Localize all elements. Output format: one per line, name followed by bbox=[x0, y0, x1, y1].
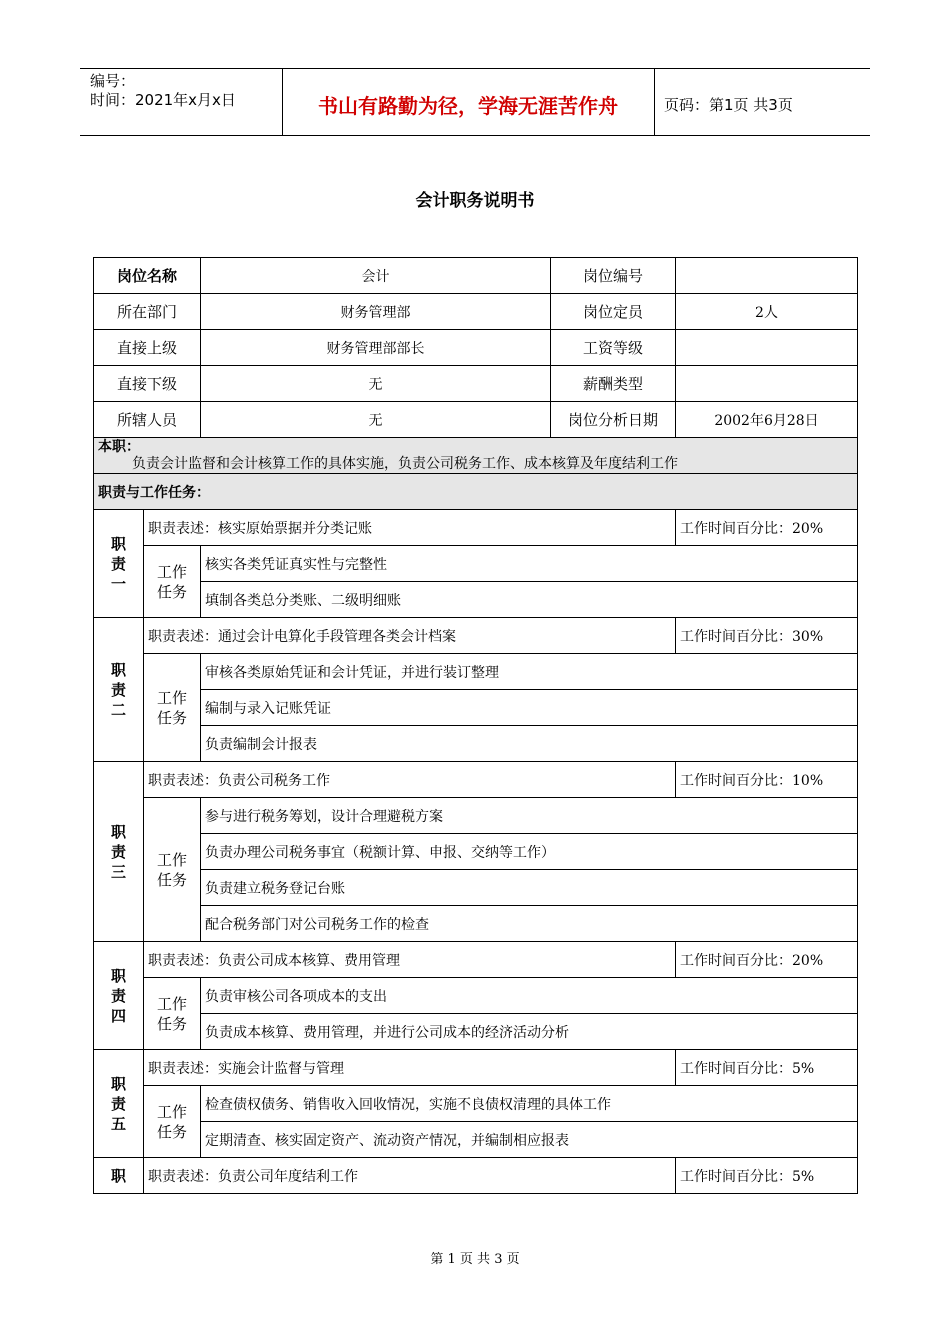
duty-label-char: 责 bbox=[110, 842, 126, 861]
duty-label-char: 职 bbox=[110, 660, 126, 679]
task-label bbox=[144, 546, 201, 618]
task-item: 负责建立税务登记台账 bbox=[201, 870, 858, 906]
info-row bbox=[94, 330, 858, 366]
task-item: 审核各类原始凭证和会计凭证，并进行装订整理 bbox=[201, 654, 858, 690]
task-row bbox=[94, 1086, 858, 1122]
duties-header-row bbox=[94, 474, 858, 510]
task-row bbox=[94, 798, 858, 834]
duty-label bbox=[94, 510, 144, 618]
header-bottom-rule bbox=[80, 135, 870, 136]
info-row bbox=[94, 294, 858, 330]
info-label: 直接下级 bbox=[94, 366, 201, 402]
info-value: 无 bbox=[201, 402, 551, 438]
task-label-line: 工作 bbox=[157, 994, 188, 1013]
duty-label-char: 三 bbox=[110, 862, 126, 881]
duty-statement: 职责表述：实施会计监督与管理 bbox=[144, 1050, 676, 1086]
duty-time-percent: 工作时间百分比：5% bbox=[676, 1050, 858, 1086]
task-row bbox=[94, 726, 858, 762]
task-label-line: 任务 bbox=[157, 1014, 188, 1033]
duty-label-char: 责 bbox=[110, 1094, 126, 1113]
task-item: 负责成本核算、费用管理，并进行公司成本的经济活动分析 bbox=[201, 1014, 858, 1050]
info-label: 直接上级 bbox=[94, 330, 201, 366]
info-label: 所辖人员 bbox=[94, 402, 201, 438]
info-label: 所在部门 bbox=[94, 294, 201, 330]
main-duty-cell bbox=[94, 438, 858, 474]
task-item: 负责办理公司税务事宜（税额计算、申报、交纳等工作） bbox=[201, 834, 858, 870]
duty-label bbox=[94, 1050, 144, 1158]
info-row bbox=[94, 366, 858, 402]
task-item: 参与进行税务筹划，设计合理避税方案 bbox=[201, 798, 858, 834]
task-row bbox=[94, 1014, 858, 1050]
info-label: 薪酬类型 bbox=[551, 366, 676, 402]
task-label-line: 任务 bbox=[157, 1122, 188, 1141]
task-label bbox=[144, 978, 201, 1050]
task-row bbox=[94, 1122, 858, 1158]
info-label: 工资等级 bbox=[551, 330, 676, 366]
duty-label-char: 责 bbox=[110, 680, 126, 699]
duty-statement-row bbox=[94, 1158, 858, 1194]
header-divider-right bbox=[654, 68, 655, 136]
task-item: 检查债权债务、销售收入回收情况，实施不良债权清理的具体工作 bbox=[201, 1086, 858, 1122]
duty-label-char: 职 bbox=[110, 1074, 126, 1093]
task-row bbox=[94, 978, 858, 1014]
info-value: 2人 bbox=[676, 294, 858, 330]
info-value bbox=[676, 366, 858, 402]
duty-label-char: 五 bbox=[110, 1114, 126, 1133]
info-label: 岗位名称 bbox=[94, 258, 201, 294]
task-label-line: 工作 bbox=[157, 562, 188, 581]
task-row bbox=[94, 690, 858, 726]
task-row bbox=[94, 870, 858, 906]
info-value: 财务管理部 bbox=[201, 294, 551, 330]
duty-time-percent: 工作时间百分比：10% bbox=[676, 762, 858, 798]
task-label-line: 任务 bbox=[157, 582, 188, 601]
task-item: 编制与录入记账凭证 bbox=[201, 690, 858, 726]
duty-statement-row bbox=[94, 618, 858, 654]
task-row bbox=[94, 834, 858, 870]
duty-label-char: 责 bbox=[110, 986, 126, 1005]
duty-time-percent: 工作时间百分比：5% bbox=[676, 1158, 858, 1194]
task-label bbox=[144, 798, 201, 942]
duty-statement: 职责表述：核实原始票据并分类记账 bbox=[144, 510, 676, 546]
task-item: 负责审核公司各项成本的支出 bbox=[201, 978, 858, 1014]
info-row bbox=[94, 402, 858, 438]
info-label: 岗位定员 bbox=[551, 294, 676, 330]
document-title: 会计职务说明书 bbox=[415, 191, 535, 211]
task-label-line: 任务 bbox=[157, 870, 188, 889]
task-label-line: 任务 bbox=[157, 708, 188, 727]
duty-label-char: 职 bbox=[110, 1166, 126, 1185]
task-row bbox=[94, 654, 858, 690]
header-motto: 书山有路勤为径，学海无涯苦作舟 bbox=[318, 94, 618, 118]
duty-label-char: 四 bbox=[110, 1006, 126, 1025]
duty-label bbox=[94, 618, 144, 762]
duty-statement: 职责表述：负责公司税务工作 bbox=[144, 762, 676, 798]
duty-label-char: 职 bbox=[110, 534, 126, 553]
duty-statement: 职责表述：负责公司成本核算、费用管理 bbox=[144, 942, 676, 978]
duty-time-percent: 工作时间百分比：30% bbox=[676, 618, 858, 654]
task-row bbox=[94, 906, 858, 942]
duty-statement-row bbox=[94, 1050, 858, 1086]
task-label-line: 工作 bbox=[157, 688, 188, 707]
task-label bbox=[144, 654, 201, 762]
task-item: 定期清查、核实固定资产、流动资产情况，并编制相应报表 bbox=[201, 1122, 858, 1158]
duty-statement-row bbox=[94, 762, 858, 798]
duty-time-percent: 工作时间百分比：20% bbox=[676, 942, 858, 978]
duties-header: 职责与工作任务： bbox=[94, 474, 858, 510]
duty-label-char: 职 bbox=[110, 966, 126, 985]
info-value: 会计 bbox=[201, 258, 551, 294]
duty-label-char: 一 bbox=[110, 574, 126, 593]
duty-label bbox=[94, 1158, 144, 1194]
info-label: 岗位编号 bbox=[551, 258, 676, 294]
info-row bbox=[94, 258, 858, 294]
duty-label-char: 责 bbox=[110, 554, 126, 573]
main-duty-label: 本职： bbox=[98, 438, 140, 455]
duty-label-char: 职 bbox=[110, 822, 126, 841]
task-item: 填制各类总分类账、二级明细账 bbox=[201, 582, 858, 618]
header-page-info: 页码：第1页 共3页 bbox=[664, 96, 793, 114]
duty-statement: 职责表述：通过会计电算化手段管理各类会计档案 bbox=[144, 618, 676, 654]
page-footer: 第 1 页 共 3 页 bbox=[430, 1252, 520, 1267]
duty-label bbox=[94, 942, 144, 1050]
main-duty-text: 负责会计监督和会计核算工作的具体实施，负责公司税务工作、成本核算及年度结利工作 bbox=[132, 455, 678, 472]
task-item: 配合税务部门对公司税务工作的检查 bbox=[201, 906, 858, 942]
task-row bbox=[94, 582, 858, 618]
duties-section bbox=[94, 510, 858, 1194]
info-value bbox=[676, 330, 858, 366]
info-value: 2002年6月28日 bbox=[676, 402, 858, 438]
main-duty-row bbox=[94, 438, 858, 474]
info-value bbox=[676, 258, 858, 294]
task-label-line: 工作 bbox=[157, 1102, 188, 1121]
task-label-line: 工作 bbox=[157, 850, 188, 869]
task-row bbox=[94, 546, 858, 582]
duty-statement-row bbox=[94, 510, 858, 546]
info-value: 财务管理部部长 bbox=[201, 330, 551, 366]
task-item: 核实各类凭证真实性与完整性 bbox=[201, 546, 858, 582]
duty-statement: 职责表述：负责公司年度结利工作 bbox=[144, 1158, 676, 1194]
duty-time-percent: 工作时间百分比：20% bbox=[676, 510, 858, 546]
header-time: 时间：2021年x月x日 bbox=[90, 91, 236, 109]
info-section bbox=[94, 258, 858, 510]
task-label bbox=[144, 1086, 201, 1158]
job-description-table bbox=[93, 257, 858, 1194]
duty-label bbox=[94, 762, 144, 942]
task-item: 负责编制会计报表 bbox=[201, 726, 858, 762]
header-number: 编号： bbox=[90, 72, 136, 90]
duty-label-char: 二 bbox=[110, 700, 126, 719]
duty-statement-row bbox=[94, 942, 858, 978]
info-label: 岗位分析日期 bbox=[551, 402, 676, 438]
info-value: 无 bbox=[201, 366, 551, 402]
header-top-rule bbox=[80, 68, 870, 69]
